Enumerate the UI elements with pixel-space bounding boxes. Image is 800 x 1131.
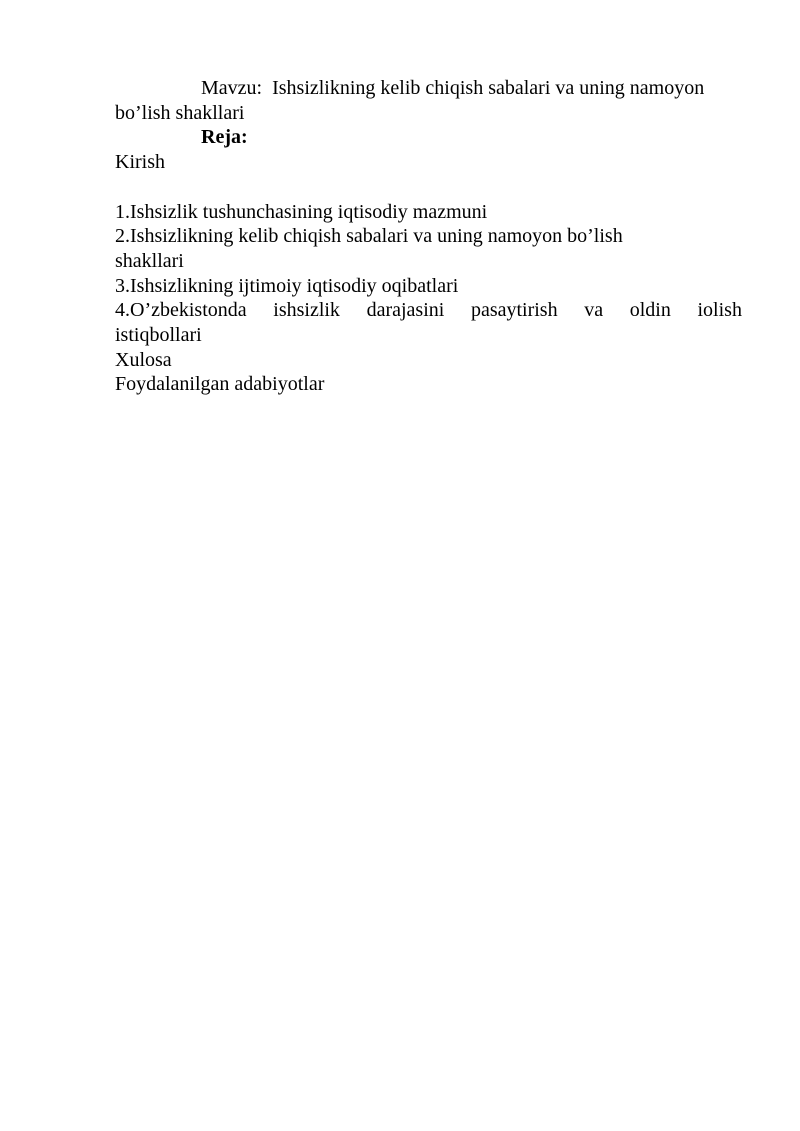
plan-item-4-word: iolish [697,299,742,322]
plan-item-2: 2.Ishsizlikning kelib chiqish sabalari va uning namoyon bo’lish [115,225,623,248]
plan-item-4 [115,298,742,323]
plan-item-4-word: oldin [629,299,671,322]
plan-item-1: 1.Ishsizlik tushunchasining iqtisodiy mazmuni [115,200,488,223]
plan-item-3: 3.Ishsizlikning ijtimoiy iqtisodiy oqibatlari [115,274,459,297]
plan-item-2-continued: shakllari [115,249,184,272]
plan-item-4-continued: istiqbollari [115,324,202,347]
blank-line [115,175,742,200]
references-item: Foydalanilgan adabiyotlar [115,373,325,396]
plan-item-4-word: darajasini [366,299,445,322]
plan-heading: Reja: [201,126,248,149]
title-line-1: Mavzu: Ishsizlikning kelib chiqish sabalari va uning namoyon [201,77,705,99]
plan-item-4-word: va [584,299,604,322]
conclusion-item: Xulosa [115,348,172,371]
plan-item-4-word: 4.O’zbekistonda [115,299,247,322]
title-line-2: bo’lish shakllari [115,101,245,124]
plan-item-4-word: ishsizlik [273,299,340,322]
intro-item: Kirish [115,151,165,174]
document-content [115,76,742,397]
plan-item-4-word: pasaytirish [470,299,558,322]
